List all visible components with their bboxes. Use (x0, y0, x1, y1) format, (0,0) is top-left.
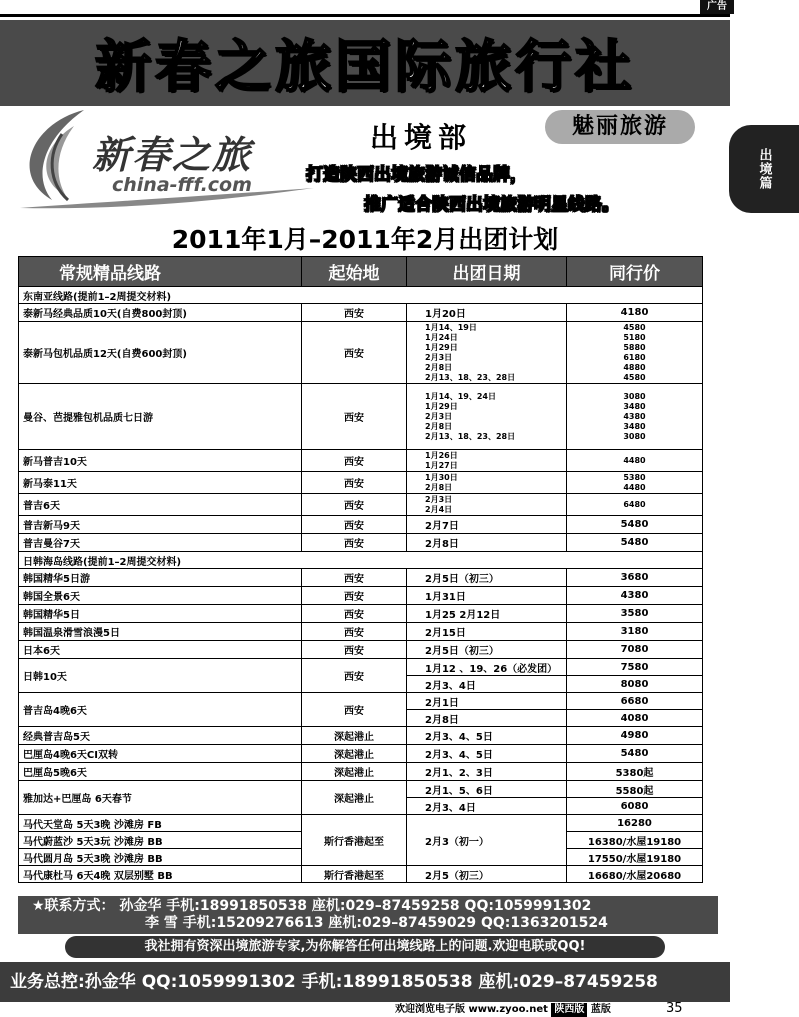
dates-cell: 2月8日 (407, 534, 567, 552)
price-cell: 4480 (567, 450, 703, 472)
route-cell: 新马泰11天 (19, 472, 302, 494)
origin-cell: 深起港止 (302, 727, 407, 745)
price-cell: 5580起 (567, 781, 703, 798)
side-tab-label: 出境篇 (756, 148, 772, 190)
origin-cell: 西安 (302, 693, 407, 727)
origin-cell: 西安 (302, 322, 407, 384)
price-cell: 16680/水屋20680 (567, 866, 703, 883)
route-cell: 韩国精华5日 (19, 605, 302, 623)
dates-cell: 2月3（初一） (407, 815, 567, 866)
schedule-table (18, 256, 703, 883)
route-cell: 马代圆月岛 5天3晚 沙滩房 BB (19, 849, 302, 866)
dates-cell: 2月3日 2月4日 (407, 494, 567, 516)
slogan-line-2: 推广适合陕西出境旅游明星线路。 (364, 195, 619, 215)
route-cell: 泰新马经典品质10天(自费800封顶) (19, 304, 302, 322)
footer-text: 欢迎浏览电子版 www.zyoo.net (395, 1004, 548, 1015)
price-cell: 3080 3480 4380 3480 3080 (567, 384, 703, 450)
section-japan-korea-islands: 日韩海岛线路(提前1–2周提交材料) (19, 552, 703, 569)
route-cell: 普吉岛4晚6天 (19, 693, 302, 727)
price-cell: 6080 (567, 798, 703, 815)
table-row (19, 605, 703, 623)
origin-cell: 斯行香港起至 (302, 815, 407, 866)
table-header-row (19, 257, 703, 287)
route-cell: 雅加达+巴厘岛 6天春节 (19, 781, 302, 815)
table-row (19, 623, 703, 641)
contact-row-2: 李 雪 手机:15209276613 座机:029–87459029 QQ:1363201524 (145, 915, 608, 931)
price-cell: 4380 (567, 587, 703, 605)
top-divider (0, 14, 730, 17)
dates-cell: 2月3、4、5日 (407, 745, 567, 763)
route-cell: 马代康杜马 6天4晚 双层别墅 BB (19, 866, 302, 883)
dates-cell: 1月26日 1月27日 (407, 450, 567, 472)
company-banner (0, 20, 730, 106)
origin-cell: 深起港止 (302, 763, 407, 781)
dates-cell: 2月8日 (407, 710, 567, 727)
footer-edition-tag: 陕西版 (551, 1003, 587, 1017)
table-row (19, 763, 703, 781)
table-row (19, 815, 703, 832)
price-cell: 4980 (567, 727, 703, 745)
origin-cell: 西安 (302, 304, 407, 322)
price-cell: 7080 (567, 641, 703, 659)
table-row (19, 659, 703, 676)
department-title: 出境部 (370, 121, 473, 154)
price-cell: 3180 (567, 623, 703, 641)
dates-cell: 2月15日 (407, 623, 567, 641)
route-cell: 巴厘岛5晚6天 (19, 763, 302, 781)
dates-cell: 2月5（初三） (407, 866, 567, 883)
route-cell: 马代天堂岛 5天3晚 沙滩房 FB (19, 815, 302, 832)
schedule-body (19, 287, 703, 883)
origin-cell: 深起港止 (302, 745, 407, 763)
route-cell: 韩国精华5日游 (19, 569, 302, 587)
route-cell: 巴厘岛4晚6天CI双转 (19, 745, 302, 763)
table-row (19, 587, 703, 605)
table-row (19, 727, 703, 745)
header-route: 常规精品线路 (19, 257, 302, 287)
price-cell: 5480 (567, 516, 703, 534)
dates-cell: 2月7日 (407, 516, 567, 534)
route-cell: 经典普吉岛5天 (19, 727, 302, 745)
route-cell: 曼谷、芭提雅包机品质七日游 (19, 384, 302, 450)
section-row (19, 552, 703, 569)
origin-cell: 西安 (302, 587, 407, 605)
table-row (19, 745, 703, 763)
table-row (19, 450, 703, 472)
footer-edition: 蓝版 (590, 1004, 611, 1015)
route-cell: 日本6天 (19, 641, 302, 659)
price-cell: 5480 (567, 745, 703, 763)
origin-cell: 西安 (302, 623, 407, 641)
origin-cell: 斯行香港起至 (302, 866, 407, 883)
side-section-tab (729, 125, 799, 213)
header-price: 同行价 (567, 257, 703, 287)
dates-cell: 2月3、4日 (407, 676, 567, 693)
price-cell: 16280 (567, 815, 703, 832)
invite-banner: 我社拥有资深出境旅游专家,为你解答任何出境线路上的问题.欢迎电联或QQ! (65, 936, 665, 958)
route-cell: 普吉曼谷7天 (19, 534, 302, 552)
table-row (19, 781, 703, 798)
table-row (19, 569, 703, 587)
company-name: 新春之旅国际旅行社 (95, 35, 635, 100)
brand-badge: 魅丽旅游 (545, 110, 695, 144)
dates-cell: 2月1、2、3日 (407, 763, 567, 781)
price-cell: 6480 (567, 494, 703, 516)
header-origin: 起始地 (302, 257, 407, 287)
dates-cell: 2月5日（初三） (407, 569, 567, 587)
origin-cell: 深起港止 (302, 781, 407, 815)
table-row (19, 384, 703, 450)
price-cell: 4580 5180 5880 6180 4880 4580 (567, 322, 703, 384)
dates-cell: 2月3、4、5日 (407, 727, 567, 745)
route-cell: 韩国全景6天 (19, 587, 302, 605)
price-cell: 6680 (567, 693, 703, 710)
origin-cell: 西安 (302, 569, 407, 587)
slogan-line-1: 打造陕西出境旅游诚信品牌， (306, 165, 527, 185)
table-row (19, 534, 703, 552)
price-cell: 5380 4480 (567, 472, 703, 494)
dates-cell: 2月1日 (407, 693, 567, 710)
header-dates: 出团日期 (407, 257, 567, 287)
table-row (19, 472, 703, 494)
route-cell: 新马普吉10天 (19, 450, 302, 472)
origin-cell: 西安 (302, 450, 407, 472)
dates-cell: 1月31日 (407, 587, 567, 605)
origin-cell: 西安 (302, 605, 407, 623)
plan-title: 2011年1月–2011年2月出团计划 (171, 225, 559, 254)
price-cell: 3680 (567, 569, 703, 587)
section-row (19, 287, 703, 304)
dates-cell: 1月25 2月12日 (407, 605, 567, 623)
origin-cell: 西安 (302, 641, 407, 659)
table-row (19, 494, 703, 516)
logo-chinese-text: 新春之旅 (92, 132, 253, 177)
dates-cell: 1月12 、19、26（必发团） (407, 659, 567, 676)
contact-row-1: ★联系方式： 孙金华 手机:18991850538 座机:029–87459258 QQ:1059991302 (32, 898, 592, 914)
price-cell: 5480 (567, 534, 703, 552)
route-cell: 日韩10天 (19, 659, 302, 693)
contact-box (18, 896, 718, 934)
price-cell: 3580 (567, 605, 703, 623)
origin-cell: 西安 (302, 659, 407, 693)
page-number: 35 (666, 1001, 683, 1016)
ad-tag: 广告 (700, 0, 734, 14)
origin-cell: 西安 (302, 472, 407, 494)
route-cell: 普吉6天 (19, 494, 302, 516)
route-cell: 马代蔚蓝沙 5天3玩 沙滩房 BB (19, 832, 302, 849)
price-cell: 5380起 (567, 763, 703, 781)
price-cell: 16380/水屋19180 (567, 832, 703, 849)
business-contact-bar: 业务总控:孙金华 QQ:1059991302 手机:18991850538 座机:029–87459258 (0, 962, 730, 1002)
route-cell: 普吉新马9天 (19, 516, 302, 534)
origin-cell: 西安 (302, 534, 407, 552)
dates-cell: 1月14、19日 1月24日 1月29日 2月3日 2月8日 2月13、18、23、28日 (407, 322, 567, 384)
price-cell: 8080 (567, 676, 703, 693)
table-row (19, 693, 703, 710)
dates-cell: 1月14、19、24日 1月29日 2月3日 2月8日 2月13、18、23、28日 (407, 384, 567, 450)
logo-url: china-fff.com (112, 174, 252, 196)
origin-cell: 西安 (302, 516, 407, 534)
table-row (19, 866, 703, 883)
price-cell: 17550/水屋19180 (567, 849, 703, 866)
route-cell: 泰新马包机品质12天(自费600封顶) (19, 322, 302, 384)
dates-cell: 1月30日 2月8日 (407, 472, 567, 494)
dates-cell: 2月3、4日 (407, 798, 567, 815)
route-cell: 韩国温泉滑雪浪漫5日 (19, 623, 302, 641)
price-cell: 7580 (567, 659, 703, 676)
footer (395, 1003, 611, 1017)
dates-cell: 2月1、5、6日 (407, 781, 567, 798)
table-row (19, 516, 703, 534)
table-row (19, 322, 703, 384)
section-southeast-asia: 东南亚线路(提前1–2周提交材料) (19, 287, 703, 304)
table-row (19, 641, 703, 659)
table-row (19, 304, 703, 322)
origin-cell: 西安 (302, 384, 407, 450)
origin-cell: 西安 (302, 494, 407, 516)
price-cell: 4080 (567, 710, 703, 727)
price-cell: 4180 (567, 304, 703, 322)
dates-cell: 2月5日（初三） (407, 641, 567, 659)
dates-cell: 1月20日 (407, 304, 567, 322)
